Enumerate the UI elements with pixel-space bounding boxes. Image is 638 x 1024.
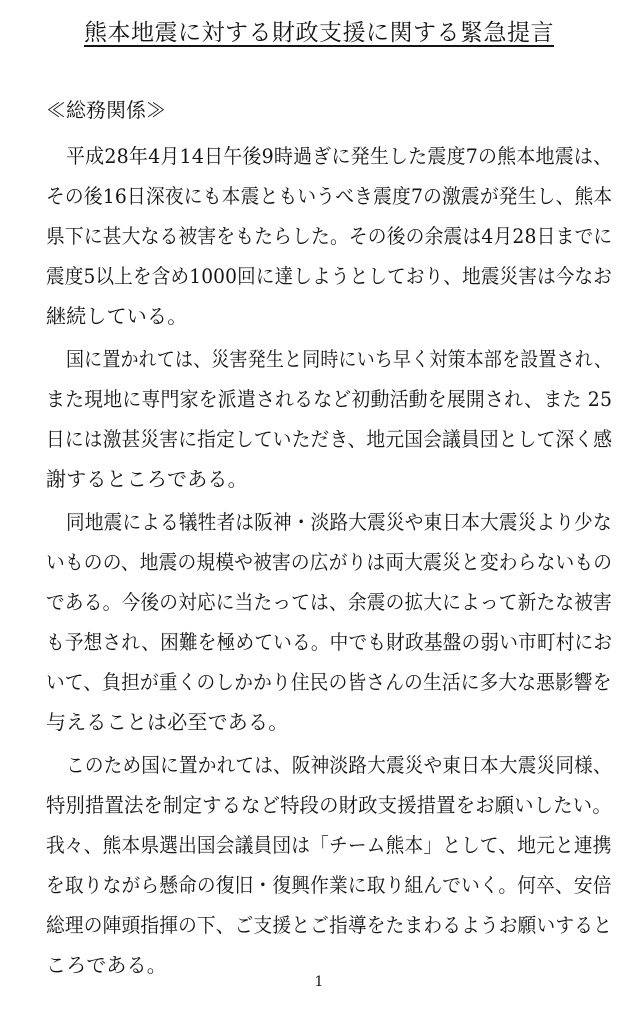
section-heading: ≪総務関係≫ xyxy=(46,98,166,122)
body-line: 県下に甚大なる被害をもたらした。その後の余震は4月28日までに xyxy=(46,224,613,248)
body-line: 与えることは必至である。 xyxy=(46,710,289,734)
body-line: ころである。 xyxy=(46,953,167,977)
document-title xyxy=(0,14,638,47)
body-line: 我々、熊本県選出国会議員団は「チーム熊本」として、地元と連携 xyxy=(46,833,612,857)
body-line: 総理の陣頭指揮の下、ご支援とご指導をたまわるようお願いすると xyxy=(46,913,613,937)
body-line: 特別措置法を制定するなど特段の財政支援措置をお願いしたい。 xyxy=(46,793,612,817)
body-line: 日には激甚災害に指定していただき、地元国会議員団として深く感 xyxy=(46,427,613,451)
body-line: また現地に専門家を派遣されるなど初動活動を展開され、また 25 xyxy=(46,387,613,411)
body-line: 謝するところである。 xyxy=(46,467,248,491)
body-line: このため国に置かれては、阪神淡路大震災や東日本大震災同様、 xyxy=(66,753,612,777)
body-line: いて、負担が重くのしかかり住民の皆さんの生活に多大な悪影響を xyxy=(46,670,612,694)
body-line: も予想され、困難を極めている。中でも財政基盤の弱い市町村にお xyxy=(46,630,613,654)
body-line: その後16日深夜にも本震ともいうべき震度7の激震が発生し、熊本 xyxy=(46,184,613,208)
body-line: いものの、地震の規模や被害の広がりは両大震災と変わらないもの xyxy=(46,550,613,574)
body-line: 震度5以上を含め1000回に達しようとしており、地震災害は今なお xyxy=(46,264,613,288)
document-title-text: 熊本地震に対する財政支援に関する緊急提言 xyxy=(84,20,554,46)
body-line: 国に置かれては、災害発生と同時にいち早く対策本部を設置され、 xyxy=(66,347,613,371)
body-line: 平成28年4月14日午後9時過ぎに発生した震度7の熊本地震は、 xyxy=(66,144,613,168)
page-number: 1 xyxy=(314,974,324,990)
body-line: 継続している。 xyxy=(46,304,188,328)
body-line: である。今後の対応に当たっては、余震の拡大によって新たな被害 xyxy=(46,590,613,614)
body-line: 同地震による犠牲者は阪神・淡路大震災や東日本大震災より少な xyxy=(66,510,612,534)
body-line: を取りながら懸命の復旧・復興作業に取り組んでいく。何卒、安倍 xyxy=(46,873,612,897)
